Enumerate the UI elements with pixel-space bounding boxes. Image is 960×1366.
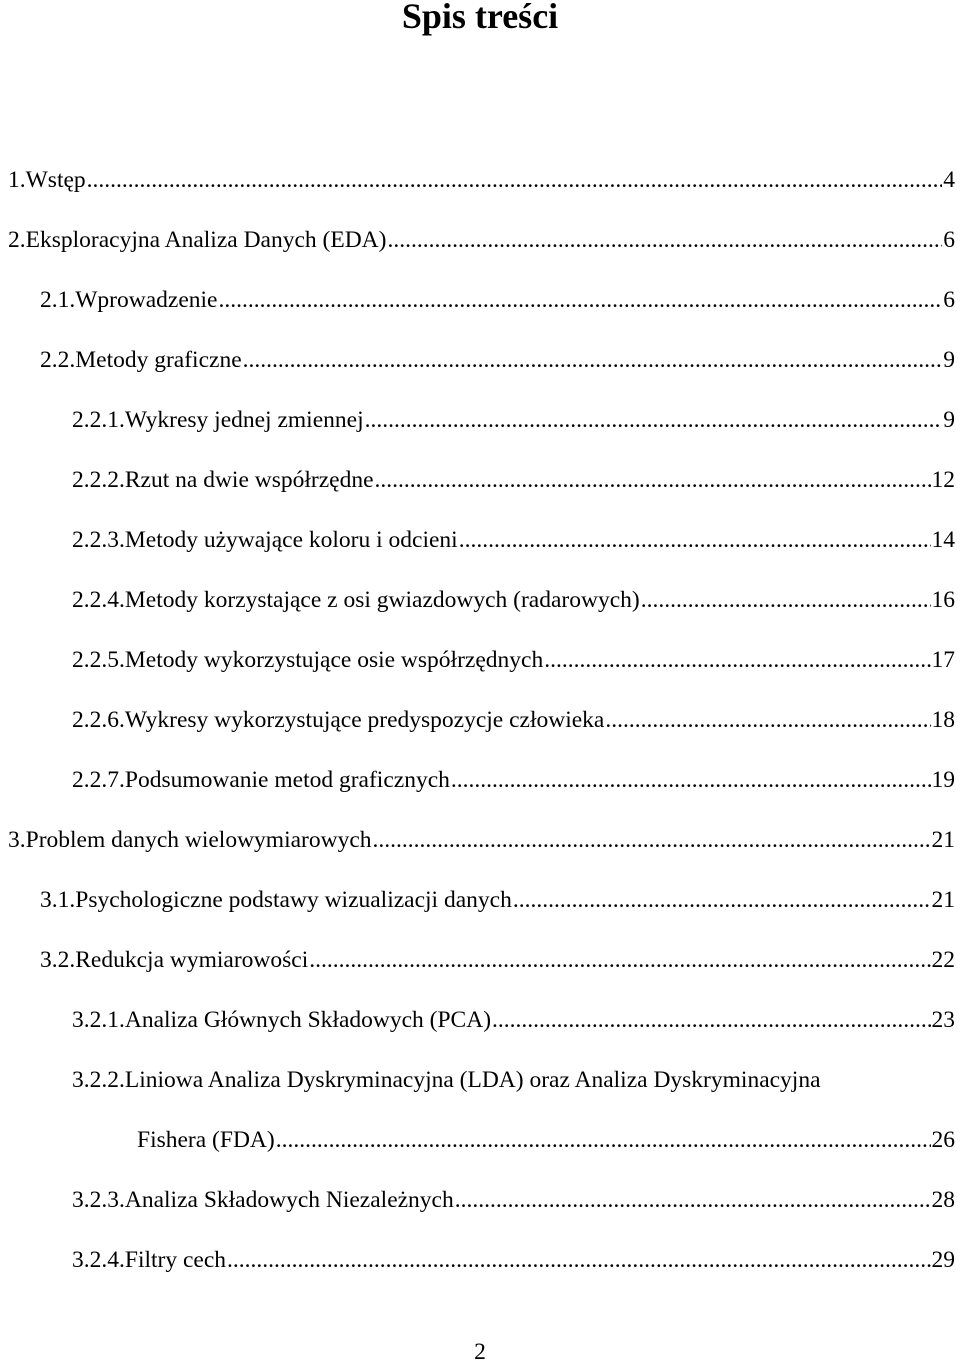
- dot-leader: [309, 946, 930, 974]
- entry-number: 2.2.5.: [72, 647, 125, 673]
- entry-number: 3.2.: [40, 947, 76, 973]
- entry-page: 6: [943, 227, 955, 253]
- entry-page: 4: [943, 167, 955, 193]
- entry-title: Filtry cech: [124, 1247, 227, 1273]
- dot-leader: [373, 826, 931, 854]
- entry-title: Wstęp: [25, 167, 86, 193]
- entry-number: 1.: [8, 167, 26, 193]
- dot-leader: [375, 466, 931, 494]
- entry-number: 3.2.4.: [72, 1247, 125, 1273]
- toc-entry-2-2-2[interactable]: [72, 466, 955, 494]
- page-title: Spis treści: [401, 0, 559, 36]
- entry-page: 28: [931, 1187, 955, 1213]
- entry-number: 2.2.2.: [72, 467, 125, 493]
- entry-number: 2.2.3.: [72, 527, 125, 553]
- page-number: 2: [474, 1339, 486, 1365]
- entry-page: 21: [931, 827, 955, 853]
- entry-number: 2.1.: [40, 287, 76, 313]
- entry-title: Redukcja wymiarowości: [75, 947, 309, 973]
- toc-entry-2-2-1[interactable]: [72, 406, 955, 434]
- entry-title: Wprowadzenie: [75, 287, 218, 313]
- entry-title: Podsumowanie metod graficznych: [124, 767, 450, 793]
- entry-title: Metody korzystające z osi gwiazdowych (radarowych): [124, 587, 640, 613]
- toc-entry-3-1[interactable]: [40, 886, 955, 914]
- dot-leader: [605, 706, 930, 734]
- entry-number: 2.2.4.: [72, 587, 125, 613]
- toc-entry-1[interactable]: [8, 166, 955, 194]
- entry-page: 21: [931, 887, 955, 913]
- entry-page: 9: [943, 347, 955, 373]
- dot-leader: [544, 646, 930, 674]
- entry-page: 23: [931, 1007, 955, 1033]
- entry-number: 3.: [8, 827, 26, 853]
- dot-leader: [513, 886, 931, 914]
- entry-page: 29: [931, 1247, 955, 1273]
- dot-leader: [227, 1246, 930, 1274]
- dot-leader: [451, 766, 931, 794]
- entry-number: 2.2.1.: [72, 407, 125, 433]
- toc-entry-2-2-4[interactable]: [72, 586, 955, 614]
- entry-title: Metody wykorzystujące osie współrzędnych: [124, 647, 544, 673]
- dot-leader: [276, 1126, 931, 1154]
- toc-entry-2-2[interactable]: [40, 346, 955, 374]
- dot-leader: [492, 1006, 930, 1034]
- dot-leader: [641, 586, 931, 614]
- dot-leader: [243, 346, 943, 374]
- toc-entry-3-2-2[interactable]: [72, 1066, 955, 1094]
- entry-page: 22: [931, 947, 955, 973]
- toc-entry-3-2-3[interactable]: [72, 1186, 955, 1214]
- entry-title: Rzut na dwie współrzędne: [124, 467, 374, 493]
- toc-entry-2[interactable]: [8, 226, 955, 254]
- entry-page: 17: [931, 647, 955, 673]
- dot-leader: [87, 166, 943, 194]
- entry-title-continued: Fishera (FDA): [137, 1127, 275, 1153]
- dot-leader: [459, 526, 931, 554]
- entry-title: Problem danych wielowymiarowych: [25, 827, 372, 853]
- entry-page: 9: [943, 407, 955, 433]
- dot-leader: [455, 1186, 931, 1214]
- entry-page: 14: [931, 527, 955, 553]
- entry-title: Liniowa Analiza Dyskryminacyjna (LDA) oraz Analiza Dyskryminacyjna: [124, 1067, 821, 1093]
- entry-title: Wykresy wykorzystujące predyspozycje człowieka: [124, 707, 605, 733]
- entry-number: 3.1.: [40, 887, 76, 913]
- entry-page: 19: [931, 767, 955, 793]
- toc-entry-2-2-7[interactable]: [72, 766, 955, 794]
- entry-title: Metody używające koloru i odcieni: [124, 527, 458, 553]
- toc-entry-3-2-2-continued[interactable]: [137, 1126, 955, 1154]
- toc-entry-2-1[interactable]: [40, 286, 955, 314]
- entry-number: 2.2.: [40, 347, 76, 373]
- entry-number: 2.2.6.: [72, 707, 125, 733]
- toc-entry-2-2-5[interactable]: [72, 646, 955, 674]
- entry-title: Wykresy jednej zmiennej: [124, 407, 364, 433]
- dot-leader: [218, 286, 942, 314]
- entry-number: 2.2.7.: [72, 767, 125, 793]
- entry-page: 18: [931, 707, 955, 733]
- entry-page: 6: [943, 287, 955, 313]
- entry-page: 26: [931, 1127, 955, 1153]
- entry-number: 3.2.2.: [72, 1067, 125, 1093]
- dot-leader: [387, 226, 942, 254]
- entry-title: Metody graficzne: [75, 347, 242, 373]
- toc-entry-2-2-6[interactable]: [72, 706, 955, 734]
- entry-title: Psychologiczne podstawy wizualizacji danych: [75, 887, 512, 913]
- entry-number: 3.2.3.: [72, 1187, 125, 1213]
- entry-title: Eksploracyjna Analiza Danych (EDA): [25, 227, 387, 253]
- toc-entry-3[interactable]: [8, 826, 955, 854]
- entry-title: Analiza Głównych Składowych (PCA): [124, 1007, 492, 1033]
- entry-number: 2.: [8, 227, 26, 253]
- entry-page: 16: [931, 587, 955, 613]
- entry-title: Analiza Składowych Niezależnych: [124, 1187, 454, 1213]
- toc-entry-2-2-3[interactable]: [72, 526, 955, 554]
- toc-entry-3-2[interactable]: [40, 946, 955, 974]
- toc-entry-3-2-4[interactable]: [72, 1246, 955, 1274]
- dot-leader: [365, 406, 943, 434]
- toc-entry-3-2-1[interactable]: [72, 1006, 955, 1034]
- entry-number: 3.2.1.: [72, 1007, 125, 1033]
- entry-page: 12: [931, 467, 955, 493]
